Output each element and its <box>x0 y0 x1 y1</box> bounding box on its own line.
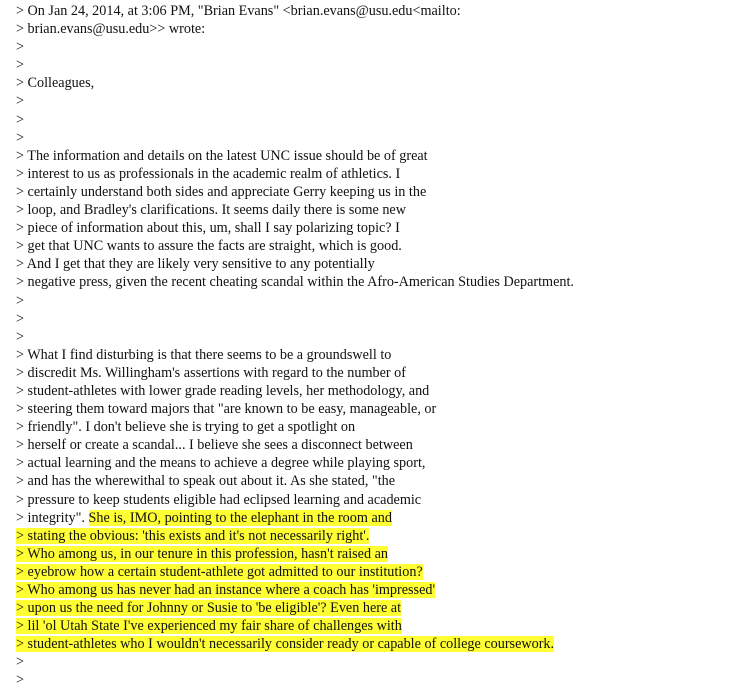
quoted-line <box>16 92 574 110</box>
line-text: > interest to us as professionals in the academic realm of athletics. I <box>16 165 401 182</box>
quoted-line <box>16 111 574 129</box>
line-text: > <box>16 57 25 74</box>
highlighted-text: > stating the obvious: 'this exists and it's not necessarily right'. <box>16 527 370 544</box>
quoted-line <box>16 509 574 527</box>
highlighted-text: > upon us the need for Johnny or Susie to 'be eligible'? Even here at <box>16 600 402 617</box>
line-text: > <box>16 111 25 128</box>
line-text: > <box>16 310 25 327</box>
quoted-line <box>16 563 574 581</box>
quoted-line <box>16 219 574 237</box>
highlighted-text: She is, IMO, pointing to the elephant in the room and <box>88 509 392 526</box>
line-text: > <box>16 39 25 56</box>
line-text: > negative press, given the recent cheating scandal within the Afro-American Studies Department. <box>16 274 574 291</box>
quoted-line <box>16 617 574 635</box>
line-text: > student-athletes with lower grade reading levels, her methodology, and <box>16 382 430 399</box>
line-text: > The information and details on the latest UNC issue should be of great <box>16 147 428 164</box>
highlighted-text: > Who among us has never had an instance where a coach has 'impressed' <box>16 582 436 598</box>
quoted-line <box>16 364 574 382</box>
quoted-line <box>16 328 574 346</box>
highlighted-text: > eyebrow how a certain student-athlete got admitted to our institution? <box>16 563 423 580</box>
quoted-line <box>16 129 574 147</box>
quoted-line <box>16 273 574 291</box>
line-text: > <box>16 93 25 110</box>
quoted-line <box>16 346 574 364</box>
line-text: > loop, and Bradley's clarifications. It seems daily there is some new <box>16 202 406 219</box>
line-text: > <box>16 672 25 689</box>
line-text: > <box>16 328 25 345</box>
quoted-line <box>16 310 574 328</box>
quoted-line <box>16 237 574 255</box>
line-text: > <box>16 129 25 146</box>
line-text: > On Jan 24, 2014, at 3:06 PM, "Brian Evans" <brian.evans@usu.edu<mailto: <box>16 3 461 19</box>
quoted-line <box>16 545 574 563</box>
line-text: > herself or create a scandal... I believe she sees a disconnect between <box>16 437 413 454</box>
line-text: > get that UNC wants to assure the facts are straight, which is good. <box>16 238 402 255</box>
quoted-line <box>16 292 574 310</box>
line-text: > What I find disturbing is that there seems to be a groundswell to <box>16 346 392 363</box>
quoted-line <box>16 20 574 38</box>
quoted-line <box>16 74 574 92</box>
quoted-line <box>16 581 574 599</box>
line-text: > integrity". <box>16 509 89 526</box>
line-text: > brian.evans@usu.edu>> wrote: <box>16 21 206 38</box>
line-text: > <box>16 292 25 309</box>
quoted-line <box>16 454 574 472</box>
quoted-line <box>16 635 574 653</box>
quoted-line <box>16 472 574 490</box>
line-text: > and has the wherewithal to speak out about it. As she stated, "the <box>16 473 396 490</box>
line-text: > piece of information about this, um, shall I say polarizing topic? I <box>16 220 400 237</box>
quoted-line <box>16 183 574 201</box>
quoted-line <box>16 56 574 74</box>
line-text: > friendly". I don't believe she is trying to get a spotlight on <box>16 419 356 436</box>
email-quoted-text <box>16 2 574 690</box>
quoted-line <box>16 38 574 56</box>
line-text: > pressure to keep students eligible had eclipsed learning and academic <box>16 491 422 508</box>
line-text: > <box>16 654 25 671</box>
quoted-line <box>16 599 574 617</box>
line-text: > And I get that they are likely very sensitive to any potentially <box>16 256 375 273</box>
quoted-line <box>16 255 574 273</box>
highlighted-text: > Who among us, in our tenure in this profession, hasn't raised an <box>16 545 389 562</box>
quoted-line <box>16 653 574 671</box>
quoted-line <box>16 418 574 436</box>
quoted-line <box>16 400 574 418</box>
quoted-line <box>16 382 574 400</box>
line-text: > Colleagues, <box>16 75 95 92</box>
quoted-line <box>16 147 574 165</box>
quoted-line <box>16 671 574 689</box>
highlighted-text: > student-athletes who I wouldn't necessarily consider ready or capable of college coursework. <box>16 636 555 653</box>
line-text: > steering them toward majors that "are known to be easy, manageable, or <box>16 401 437 418</box>
quoted-line <box>16 527 574 545</box>
quoted-line <box>16 165 574 183</box>
quoted-line <box>16 491 574 509</box>
quoted-line <box>16 201 574 219</box>
quoted-line <box>16 436 574 454</box>
line-text: > certainly understand both sides and appreciate Gerry keeping us in the <box>16 183 427 200</box>
highlighted-text: > lil 'ol Utah State I've experienced my fair share of challenges with <box>16 618 402 635</box>
quoted-line <box>16 2 574 20</box>
line-text: > discredit Ms. Willingham's assertions with regard to the number of <box>16 364 406 381</box>
line-text: > actual learning and the means to achieve a degree while playing sport, <box>16 455 426 472</box>
